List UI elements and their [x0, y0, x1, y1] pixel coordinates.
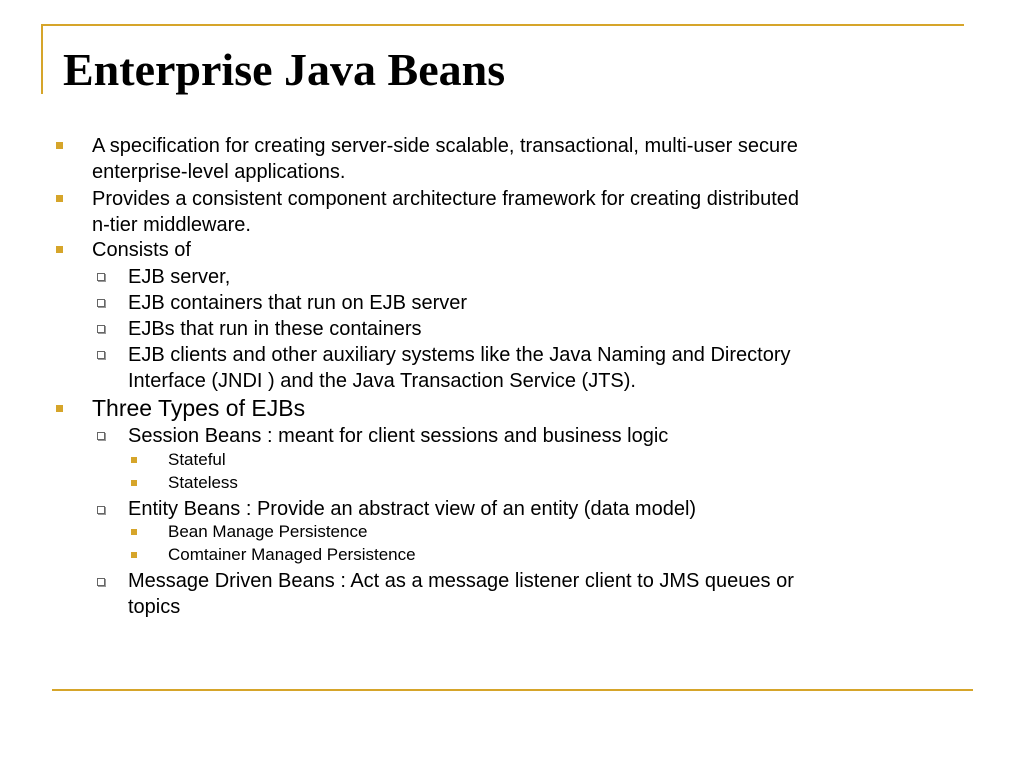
- bullet-square-icon: [56, 246, 63, 253]
- sub-bullet-text: EJB containers that run on EJB server: [128, 292, 468, 314]
- sub-sub-bullet-text: Comtainer Managed Persistence: [168, 545, 416, 564]
- sub-sub-bullet-text: Stateless: [168, 473, 238, 492]
- hollow-square-bullet-icon: [97, 578, 105, 586]
- small-square-bullet-icon: [131, 552, 137, 558]
- sub-sub-bullet-text: Bean Manage Persistence: [168, 522, 368, 541]
- sub-bullet-text: Session Beans : meant for client sessions and business logic: [128, 425, 669, 447]
- hollow-square-bullet-icon: [97, 299, 105, 307]
- top-rule: [41, 24, 964, 26]
- hollow-square-bullet-icon: [97, 325, 105, 333]
- slide-title: Enterprise Java Beans: [63, 44, 506, 95]
- left-rule: [41, 24, 43, 94]
- bullet-text: Consists of: [92, 239, 191, 261]
- hollow-square-bullet-icon: [97, 273, 105, 281]
- sub-bullet-text: topics: [128, 596, 181, 618]
- bullet-text: n-tier middleware.: [92, 214, 251, 236]
- bottom-rule: [52, 689, 973, 691]
- bullet-square-icon: [56, 195, 63, 202]
- small-square-bullet-icon: [131, 529, 137, 535]
- bullet-text: enterprise-level applications.: [92, 161, 346, 183]
- hollow-square-bullet-icon: [97, 432, 105, 440]
- bullet-square-icon: [56, 142, 63, 149]
- sub-bullet-text: EJB clients and other auxiliary systems like the Java Naming and Directory: [128, 344, 791, 366]
- bullet-text: Provides a consistent component architecture framework for creating distributed: [92, 188, 800, 210]
- sub-sub-bullet-text: Stateful: [168, 450, 226, 469]
- sub-bullet-text: Interface (JNDI ) and the Java Transaction Service (JTS).: [128, 370, 636, 392]
- sub-bullet-text: EJBs that run in these containers: [128, 318, 422, 340]
- bullet-square-icon: [56, 405, 63, 412]
- sub-bullet-text: EJB server,: [128, 266, 231, 288]
- small-square-bullet-icon: [131, 457, 137, 463]
- small-square-bullet-icon: [131, 480, 137, 486]
- hollow-square-bullet-icon: [97, 351, 105, 359]
- sub-bullet-text: Message Driven Beans : Act as a message listener client to JMS queues or: [128, 570, 794, 592]
- bullet-text: Three Types of EJBs: [92, 395, 306, 421]
- sub-bullet-text: Entity Beans : Provide an abstract view of an entity (data model): [128, 498, 697, 520]
- bullet-text: A specification for creating server-side scalable, transactional, multi-user secure: [92, 135, 798, 157]
- hollow-square-bullet-icon: [97, 506, 105, 514]
